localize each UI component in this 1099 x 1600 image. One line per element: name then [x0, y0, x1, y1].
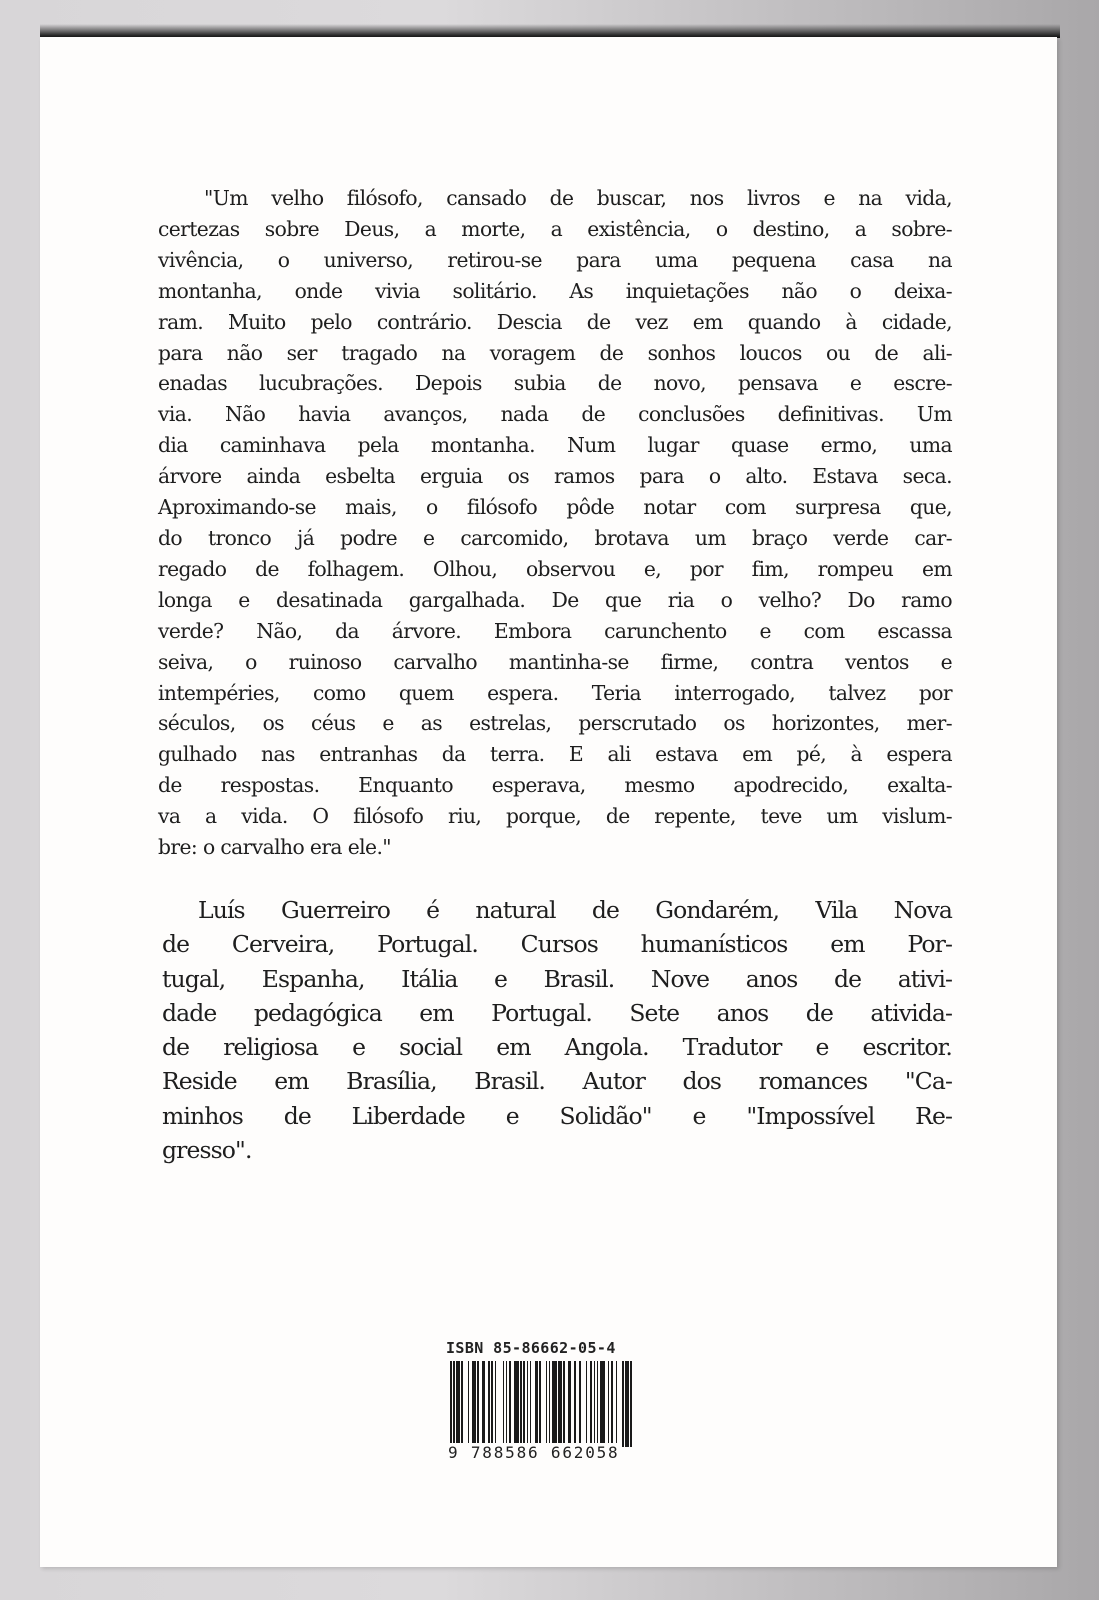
barcode-gap [632, 1361, 634, 1447]
isbn-barcode [446, 1339, 636, 1467]
quote-line: ram. Muito pelo contrário. Descia de vez em quando à cidade, [158, 309, 952, 334]
quote-line: regado de folhagem. Olhou, observou e, por fim, rompeu em [158, 556, 952, 581]
isbn-label: ISBN 85-86662-05-4 [446, 1339, 616, 1357]
author-bio [162, 893, 952, 1167]
book-back-cover [40, 37, 1057, 1567]
bio-line: minhos de Liberdade e Solidão" e "Impossível Re- [162, 1101, 952, 1130]
quote-line: bre: o carvalho era ele." [158, 835, 392, 860]
bio-line: Luís Guerreiro é natural de Gondarém, Vila Nova [198, 896, 952, 924]
quote-line: va a vida. O filósofo riu, porque, de repente, teve um vislum- [158, 804, 952, 829]
bio-line: dade pedagógica em Portugal. Sete anos de ativida- [162, 998, 952, 1027]
page-top-shadow [40, 24, 1060, 38]
quote-line: certezas sobre Deus, a morte, a existência, o destino, a sobre- [158, 216, 952, 241]
quote-line: intempéries, como quem espera. Teria interrogado, talvez por [158, 680, 952, 705]
quote-line: árvore ainda esbelta erguia os ramos para o alto. Estava seca. [158, 464, 952, 489]
barcode-bars [450, 1361, 634, 1447]
quote-line: via. Não havia avanços, nada de conclusões definitivas. Um [158, 402, 952, 427]
bio-line: tugal, Espanha, Itália e Brasil. Nove anos de ativi- [162, 964, 952, 993]
quote-line: do tronco já podre e carcomido, brotava um braço verde car- [158, 525, 952, 550]
bio-line: Reside em Brasília, Brasil. Autor dos romances "Ca- [162, 1067, 952, 1096]
quote-line: para não ser tragado na voragem de sonhos loucos ou de ali- [158, 340, 952, 365]
quote-line: séculos, os céus e as estrelas, perscrutado os horizontes, mer- [158, 711, 952, 736]
bio-line: gresso". [162, 1136, 252, 1165]
quote-line: verde? Não, da árvore. Embora carunchento e com escassa [158, 618, 952, 643]
quote-line: enadas lucubrações. Depois subia de novo, pensava e escre- [158, 371, 952, 396]
quote-line: vivência, o universo, retirou-se para uma pequena casa na [158, 247, 952, 272]
quote-line: de respostas. Enquanto esperava, mesmo apodrecido, exalta- [158, 773, 952, 798]
quote-line: montanha, onde vivia solitário. As inquietações não o deixa- [158, 278, 952, 303]
quote-line: longa e desatinada gargalhada. De que ria o velho? Do ramo [158, 587, 952, 612]
synopsis-quote [158, 183, 952, 863]
quote-line: gulhado nas entranhas da terra. E ali estava em pé, à espera [158, 742, 952, 767]
quote-line: Aproximando-se mais, o filósofo pôde notar com surpresa que, [158, 495, 952, 520]
quote-line: dia caminhava pela montanha. Num lugar quase ermo, uma [158, 433, 952, 458]
ean-digits: 9 788586 662058 [448, 1443, 620, 1462]
bio-line: de Cerveira, Portugal. Cursos humanísticos em Por- [162, 930, 952, 959]
bio-line: de religiosa e social em Angola. Tradutor e escritor. [162, 1033, 952, 1062]
quote-line: seiva, o ruinoso carvalho mantinha-se firme, contra ventos e [158, 649, 952, 674]
quote-line: "Um velho filósofo, cansado de buscar, nos livros e na vida, [204, 186, 952, 210]
